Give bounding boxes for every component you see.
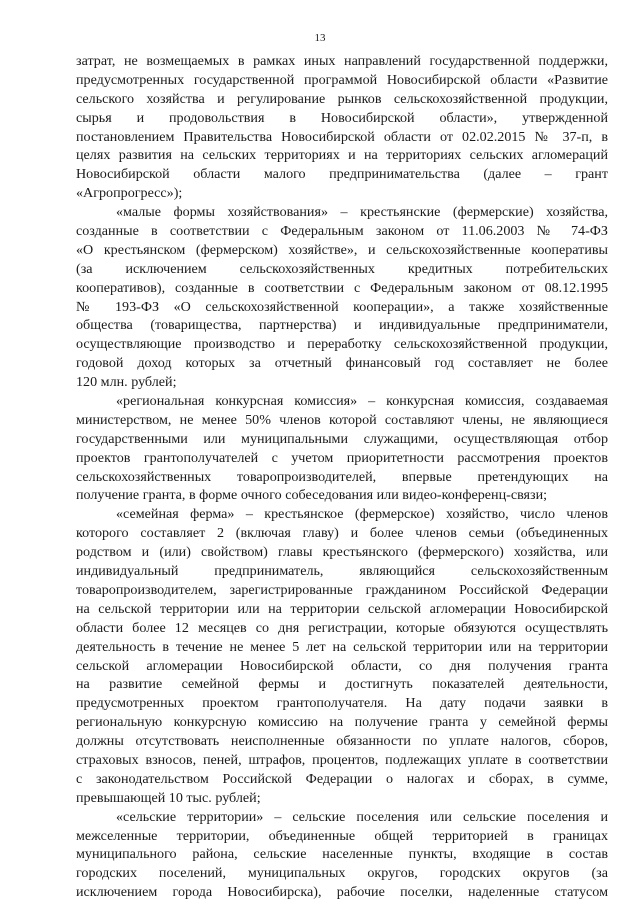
text-line: «О крестьянском (фермерском) хозяйстве», и сельскохозяйственные кооперативы: [76, 241, 608, 258]
text-line: затрат, не возмещаемых в рамках иных направлений государственной поддержки,: [76, 53, 608, 69]
text-line: области более 12 месяцев со дня регистрации, которые обязуются осуществлять: [76, 619, 608, 636]
text-line: предусмотренных проектом грантополучателя. На дату подачи заявки в: [76, 695, 608, 712]
text-line: индивидуальный предприниматель, являющийся сельскохозяйственным: [76, 563, 608, 580]
text-line: на сельской территории или на территории сельской агломерации Новосибирской: [76, 600, 608, 617]
text-line: страховых взносов, пеней, штрафов, процентов, подлежащих уплате в соответствии: [76, 751, 608, 768]
text-line: «Агропрогресс»);: [76, 185, 183, 202]
text-line: кооперативов), созданные в соответствии с Федеральным законом от 08.12.1995: [76, 279, 608, 296]
text-line: которого составляет 2 (включая главу) и более членов семьи (объединенных: [76, 525, 608, 542]
text-line: сельской агломерации Новосибирской области, со дня получения гранта: [76, 657, 608, 674]
text-line: сырья и продовольствия в Новосибирской области», утвержденной: [76, 109, 608, 126]
text-line: муниципального района, сельские населенные пункты, входящие в состав: [76, 846, 608, 863]
text-line: на развитие семейной фермы и достигнуть показателей деятельности,: [76, 676, 608, 693]
text-line: сельского хозяйства и регулирование рынков сельскохозяйственной продукции,: [76, 90, 608, 107]
text-line: с законодательством Российской Федерации о налогах и сборах, в сумме,: [76, 770, 608, 787]
text-line: городских поселений, муниципальных округов, городских округов (за: [76, 865, 608, 882]
text-line: (за исключением сельскохозяйственных кредитных потребительских: [76, 260, 608, 277]
text-line: «малые формы хозяйствования» – крестьянские (фермерские) хозяйства,: [116, 204, 608, 221]
text-line: превышающей 10 тыс. рублей;: [76, 789, 261, 806]
text-line: годовой доход которых за отчетный финансовый год составляет не более: [76, 355, 608, 372]
text-line: Новосибирской области малого предпринимательства (далее – грант: [76, 166, 608, 183]
text-line: общества (товарищества, партнерства) и индивидуальные предприниматели,: [76, 317, 608, 334]
text-line: предусмотренных государственной программой Новосибирской области «Развитие: [76, 71, 608, 88]
text-line: созданные в соответствии с Федеральным законом от 11.06.2003 № 74-ФЗ: [76, 223, 608, 240]
text-line: «региональная конкурсная комиссия» – конкурсная комиссия, создаваемая: [116, 393, 608, 410]
text-line: министерством, не менее 50% членов которой составляют члены, не являющиеся: [76, 411, 608, 428]
text-line: родством и (или) свойством) главы крестьянского (фермерского) хозяйства, или: [76, 544, 608, 561]
text-line: сельскохозяйственных товаропроизводителей, впервые претендующих на: [76, 468, 608, 485]
text-line: проектов грантополучателей с учетом приоритетности рассмотрения проектов: [76, 449, 608, 466]
text-line: осуществляющие производство и переработку сельскохозяйственной продукции,: [76, 336, 608, 353]
text-line: «семейная ферма» – крестьянское (фермерское) хозяйство, число членов: [116, 506, 608, 523]
text-line: исключением города Новосибирска), рабочие поселки, наделенные статусом: [76, 884, 608, 901]
text-line: получение гранта, в форме очного собеседования или видео-конференц-связи;: [76, 487, 548, 504]
text-line: целях развития на сельских территориях и на территориях сельских агломераций: [76, 147, 608, 164]
text-line: товаропроизводителем, зарегистрированные гражданином Российской Федерации: [76, 581, 608, 598]
text-line: «сельские территории» – сельские поселения или сельские поселения и: [116, 808, 608, 825]
text-line: деятельность в течение не менее 5 лет на сельской территории или на территории: [76, 638, 608, 655]
text-line: региональную конкурсную комиссию на получение гранта у семейной фермы: [76, 714, 608, 731]
document-body: [76, 52, 608, 902]
text-line: постановлением Правительства Новосибирской области от 02.02.2015 № 37-п, в: [76, 128, 608, 145]
page-number: 13: [314, 32, 326, 44]
text-line: должны отсутствовать неисполненные обязанности по уплате налогов, сборов,: [76, 733, 608, 750]
text-line: 120 млн. рублей;: [76, 374, 177, 391]
text-line: государственными или муниципальными служащими, осуществляющая отбор: [76, 430, 608, 447]
text-line: № 193-ФЗ «О сельскохозяйственной кооперации», а также хозяйственные: [76, 298, 608, 315]
text-line: межселенные территории, объединенные общей территорией в границах: [76, 827, 608, 844]
